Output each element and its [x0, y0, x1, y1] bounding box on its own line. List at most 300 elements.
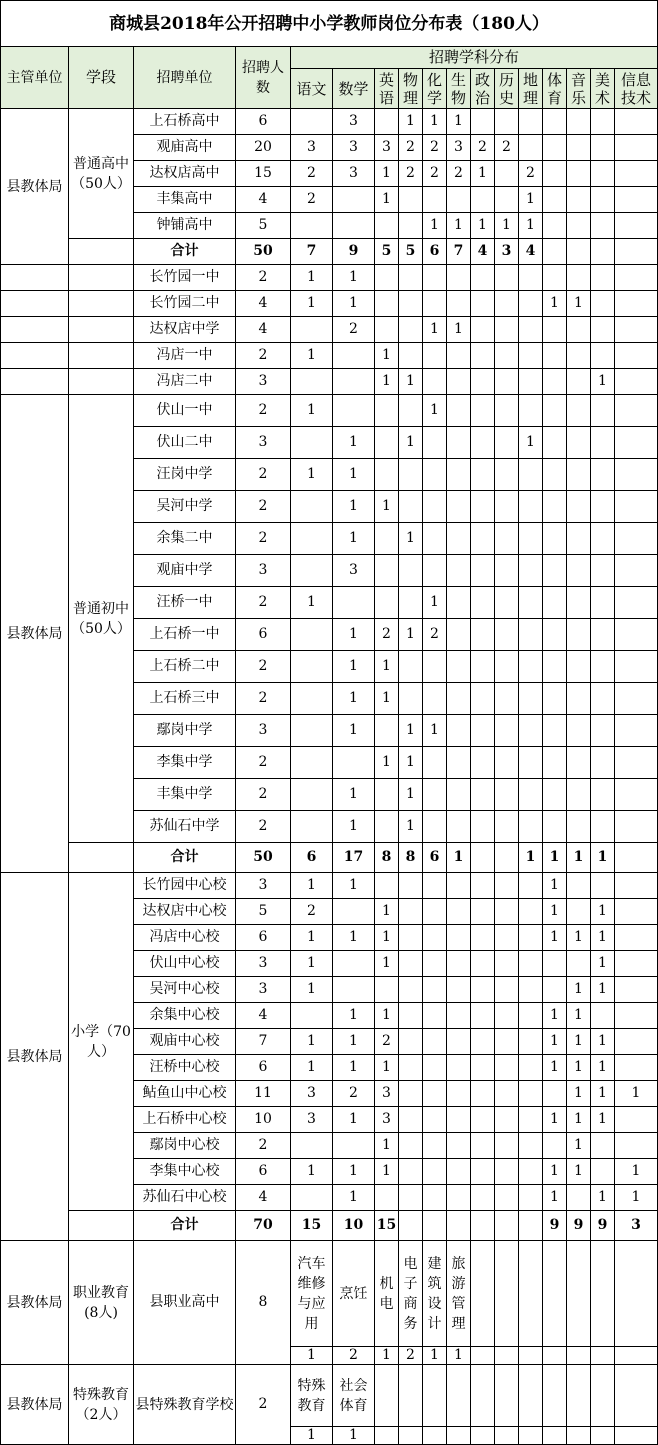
- subject-value: [399, 213, 423, 239]
- count-cell: 7: [236, 1029, 291, 1055]
- subject-value: [567, 427, 591, 459]
- subject-value: [495, 1055, 519, 1081]
- subject-value: [591, 317, 615, 343]
- subject-value: [615, 317, 658, 343]
- subject-value: 1: [399, 369, 423, 395]
- header-subject: 化学: [423, 69, 447, 109]
- subject-value: [471, 395, 495, 427]
- subject-value: [519, 811, 543, 843]
- subject-value: [447, 811, 471, 843]
- empty-cell: [591, 1365, 615, 1427]
- subject-value: 1: [291, 977, 333, 1003]
- subject-value: 1: [291, 343, 333, 369]
- total-value: 7: [291, 239, 333, 265]
- subject-value: 1: [423, 213, 447, 239]
- subject-value: 3: [447, 135, 471, 161]
- subject-value: 1: [333, 265, 375, 291]
- subject-value: 1: [333, 523, 375, 555]
- table-row: [1, 265, 658, 291]
- subject-value: [423, 1159, 447, 1185]
- unit-cell: 伏山中心校: [134, 951, 236, 977]
- subject-value: [567, 459, 591, 491]
- subject-value: [423, 555, 447, 587]
- subject-value: 1: [291, 951, 333, 977]
- stage-cell: 小学（70人）: [69, 873, 134, 1211]
- subject-value: 1: [423, 317, 447, 343]
- unit-cell: 汪桥中心校: [134, 1055, 236, 1081]
- table-row: [1, 873, 658, 899]
- subject-value: 1: [591, 951, 615, 977]
- table-row: [1, 369, 658, 395]
- total-value: [519, 1211, 543, 1241]
- subject-value: [375, 715, 399, 747]
- empty-cell: [471, 1241, 495, 1347]
- subject-value: 1: [333, 1185, 375, 1211]
- subject-value: [591, 1159, 615, 1185]
- subject-value: 1: [543, 291, 567, 317]
- header-subject: 音乐: [567, 69, 591, 109]
- subject-value: [333, 1133, 375, 1159]
- subject-value: [375, 109, 399, 135]
- voc-subject: 建筑设计: [423, 1241, 447, 1347]
- subject-value: [543, 109, 567, 135]
- subject-value: [471, 459, 495, 491]
- unit-cell: 苏仙石中学: [134, 811, 236, 843]
- unit-cell: 鄢岗中学: [134, 715, 236, 747]
- total-stage-empty: [69, 843, 134, 873]
- subject-value: 1: [591, 1081, 615, 1107]
- subject-value: [471, 651, 495, 683]
- count-cell: 2: [236, 683, 291, 715]
- subject-value: [495, 317, 519, 343]
- subject-value: [447, 265, 471, 291]
- subject-value: [291, 369, 333, 395]
- count-cell: 20: [236, 135, 291, 161]
- header-subject-group: 招聘学科分布: [291, 47, 658, 69]
- subject-value: [543, 811, 567, 843]
- empty-cell: [447, 1365, 471, 1427]
- subject-value: [447, 747, 471, 779]
- unit-cell: 达权店中心校: [134, 899, 236, 925]
- voc-value: 2: [333, 1347, 375, 1365]
- subject-value: 1: [399, 109, 423, 135]
- subject-value: [519, 109, 543, 135]
- subject-value: [495, 715, 519, 747]
- subject-value: [615, 873, 658, 899]
- subject-value: [375, 555, 399, 587]
- subject-value: [543, 369, 567, 395]
- unit-cell: 余集中心校: [134, 1003, 236, 1029]
- subject-value: [399, 873, 423, 899]
- voc-value: 2: [399, 1347, 423, 1365]
- subject-value: [375, 427, 399, 459]
- count-cell: 6: [236, 1159, 291, 1185]
- subject-value: [567, 317, 591, 343]
- count-cell: 10: [236, 1107, 291, 1133]
- subject-value: [591, 395, 615, 427]
- header-subject: 体育: [543, 69, 567, 109]
- subject-value: [375, 213, 399, 239]
- subject-value: [591, 873, 615, 899]
- subject-value: 1: [447, 213, 471, 239]
- subject-value: 1: [543, 1107, 567, 1133]
- subject-value: [471, 555, 495, 587]
- subject-value: [447, 1029, 471, 1055]
- sp-count: 2: [236, 1365, 291, 1445]
- subject-value: [519, 899, 543, 925]
- stage-cell-empty: [69, 265, 134, 291]
- subject-value: 1: [375, 1055, 399, 1081]
- subject-value: [567, 683, 591, 715]
- subject-value: [291, 779, 333, 811]
- subject-value: 1: [615, 1185, 658, 1211]
- dept-cell: 县教体局: [1, 873, 69, 1241]
- count-cell: 2: [236, 1133, 291, 1159]
- total-value: 8: [399, 843, 423, 873]
- subject-value: 1: [333, 811, 375, 843]
- table-row: [1, 1241, 658, 1347]
- subject-value: [615, 427, 658, 459]
- subject-value: [519, 369, 543, 395]
- subject-value: [399, 1003, 423, 1029]
- subject-value: [567, 161, 591, 187]
- subject-value: [471, 369, 495, 395]
- subject-value: [333, 951, 375, 977]
- subject-value: [519, 491, 543, 523]
- subject-value: 3: [291, 1081, 333, 1107]
- subject-value: [375, 291, 399, 317]
- empty-cell: [567, 1427, 591, 1445]
- stage-cell: 普通初中（50人）: [69, 395, 134, 843]
- subject-value: 2: [333, 317, 375, 343]
- subject-value: [543, 1133, 567, 1159]
- subject-value: [615, 619, 658, 651]
- subject-value: [567, 369, 591, 395]
- subject-value: 1: [375, 1133, 399, 1159]
- subject-value: [447, 369, 471, 395]
- subject-value: 1: [375, 683, 399, 715]
- subject-value: 2: [423, 161, 447, 187]
- subject-value: 1: [591, 925, 615, 951]
- subject-value: 1: [375, 1159, 399, 1185]
- subject-value: [543, 555, 567, 587]
- subject-value: 1: [291, 1029, 333, 1055]
- subject-value: 1: [423, 109, 447, 135]
- subject-value: [567, 343, 591, 369]
- subject-value: 1: [291, 587, 333, 619]
- table-row: [1, 47, 658, 69]
- subject-value: [615, 899, 658, 925]
- subject-value: [615, 925, 658, 951]
- subject-value: [543, 683, 567, 715]
- subject-value: [591, 109, 615, 135]
- subject-value: [399, 1185, 423, 1211]
- subject-value: [495, 651, 519, 683]
- subject-value: [399, 291, 423, 317]
- empty-cell: [591, 1427, 615, 1445]
- subject-value: [447, 395, 471, 427]
- unit-cell: 吴河中学: [134, 491, 236, 523]
- subject-value: [447, 977, 471, 1003]
- empty-cell: [567, 1365, 591, 1427]
- subject-value: [291, 317, 333, 343]
- unit-cell: 观庙高中: [134, 135, 236, 161]
- subject-value: [519, 343, 543, 369]
- subject-value: [495, 619, 519, 651]
- voc-subject: 机电: [375, 1241, 399, 1347]
- subject-value: [447, 951, 471, 977]
- unit-cell: 钟铺高中: [134, 213, 236, 239]
- total-value: 8: [375, 843, 399, 873]
- subject-value: 3: [291, 135, 333, 161]
- subject-value: [591, 491, 615, 523]
- total-value: 15: [375, 1211, 399, 1241]
- subject-value: [591, 187, 615, 213]
- subject-value: 1: [333, 873, 375, 899]
- total-value: [567, 239, 591, 265]
- subject-value: [471, 925, 495, 951]
- total-value: 1: [543, 843, 567, 873]
- unit-cell: 长竹园二中: [134, 291, 236, 317]
- subject-value: [543, 213, 567, 239]
- subject-value: [591, 651, 615, 683]
- subject-value: 1: [567, 1003, 591, 1029]
- subject-value: [591, 135, 615, 161]
- total-value: [399, 1211, 423, 1241]
- empty-cell: [447, 1427, 471, 1445]
- subject-value: 1: [291, 265, 333, 291]
- subject-value: [567, 619, 591, 651]
- subject-value: 2: [471, 135, 495, 161]
- subject-value: [291, 427, 333, 459]
- subject-value: [447, 619, 471, 651]
- subject-value: [615, 951, 658, 977]
- empty-cell: [495, 1365, 519, 1427]
- subject-value: [495, 491, 519, 523]
- subject-value: [519, 1055, 543, 1081]
- unit-cell: 冯店一中: [134, 343, 236, 369]
- subject-value: [591, 459, 615, 491]
- subject-value: 3: [333, 135, 375, 161]
- subject-value: [543, 427, 567, 459]
- subject-value: [495, 873, 519, 899]
- subject-value: [423, 369, 447, 395]
- empty-cell: [495, 1347, 519, 1365]
- subject-value: [399, 1133, 423, 1159]
- subject-value: 2: [291, 899, 333, 925]
- subject-value: [519, 873, 543, 899]
- subject-value: 1: [543, 925, 567, 951]
- subject-value: [519, 1029, 543, 1055]
- subject-value: 2: [423, 135, 447, 161]
- subject-value: 1: [291, 291, 333, 317]
- subject-value: 1: [567, 977, 591, 1003]
- empty-cell: [495, 1241, 519, 1347]
- subject-value: 1: [519, 213, 543, 239]
- empty-cell: [567, 1241, 591, 1347]
- subject-value: [399, 1055, 423, 1081]
- subject-value: [423, 1081, 447, 1107]
- subject-value: [423, 343, 447, 369]
- subject-value: [333, 369, 375, 395]
- subject-value: [591, 555, 615, 587]
- subject-value: [567, 651, 591, 683]
- subject-value: [447, 651, 471, 683]
- subject-value: [543, 977, 567, 1003]
- total-value: 1: [591, 843, 615, 873]
- subject-value: [423, 747, 447, 779]
- dept-cell: 县教体局: [1, 109, 69, 265]
- subject-value: [447, 427, 471, 459]
- subject-value: [495, 1029, 519, 1055]
- subject-value: [399, 555, 423, 587]
- subject-value: [375, 317, 399, 343]
- subject-value: [423, 265, 447, 291]
- dept-cell-empty: [1, 291, 69, 317]
- subject-value: [423, 873, 447, 899]
- subject-value: [291, 555, 333, 587]
- subject-value: [471, 343, 495, 369]
- count-cell: 4: [236, 187, 291, 213]
- subject-value: [471, 715, 495, 747]
- subject-value: 1: [291, 1055, 333, 1081]
- subject-value: 2: [447, 161, 471, 187]
- subject-value: [495, 187, 519, 213]
- subject-value: [519, 651, 543, 683]
- count-cell: 4: [236, 1003, 291, 1029]
- subject-value: [399, 265, 423, 291]
- subject-value: 1: [471, 161, 495, 187]
- subject-value: [447, 715, 471, 747]
- subject-value: [495, 683, 519, 715]
- voc-value: 1: [423, 1347, 447, 1365]
- table-row: [1, 239, 658, 265]
- empty-cell: [375, 1427, 399, 1445]
- subject-value: 2: [333, 1081, 375, 1107]
- sp-value: 1: [291, 1427, 333, 1445]
- total-value: [615, 843, 658, 873]
- subject-value: [543, 951, 567, 977]
- count-cell: 2: [236, 459, 291, 491]
- subject-value: 1: [543, 1055, 567, 1081]
- subject-value: [471, 779, 495, 811]
- subject-value: [423, 427, 447, 459]
- subject-value: [471, 1055, 495, 1081]
- empty-cell: [423, 1365, 447, 1427]
- subject-value: [471, 317, 495, 343]
- subject-value: 1: [375, 1003, 399, 1029]
- table-row: [1, 843, 658, 873]
- subject-value: 1: [399, 811, 423, 843]
- count-cell: 4: [236, 1185, 291, 1211]
- subject-value: [615, 1003, 658, 1029]
- subject-value: 1: [333, 491, 375, 523]
- subject-value: 2: [399, 161, 423, 187]
- empty-cell: [615, 1365, 658, 1427]
- subject-value: [615, 779, 658, 811]
- subject-value: [495, 977, 519, 1003]
- subject-value: [399, 459, 423, 491]
- stage-cell: 普通高中（50人）: [69, 109, 134, 239]
- subject-value: [519, 951, 543, 977]
- stage-cell-empty: [69, 369, 134, 395]
- subject-value: [471, 427, 495, 459]
- unit-cell: 汪桥一中: [134, 587, 236, 619]
- subject-value: [447, 491, 471, 523]
- subject-value: [615, 369, 658, 395]
- subject-value: [615, 343, 658, 369]
- subject-value: [333, 747, 375, 779]
- subject-value: 1: [375, 747, 399, 779]
- subject-value: [495, 899, 519, 925]
- subject-value: [399, 317, 423, 343]
- subject-value: [471, 1159, 495, 1185]
- subject-value: [567, 491, 591, 523]
- subject-value: [399, 343, 423, 369]
- subject-value: 1: [447, 109, 471, 135]
- subject-value: 1: [291, 395, 333, 427]
- count-cell: 2: [236, 491, 291, 523]
- subject-value: [471, 747, 495, 779]
- voc-stage: 职业教育(8人): [69, 1241, 134, 1365]
- subject-value: [615, 395, 658, 427]
- empty-cell: [399, 1427, 423, 1445]
- unit-cell: 冯店中心校: [134, 925, 236, 951]
- subject-value: [399, 899, 423, 925]
- subject-value: 2: [495, 135, 519, 161]
- total-label: 合计: [134, 1211, 236, 1241]
- subject-value: [567, 109, 591, 135]
- subject-value: [471, 1185, 495, 1211]
- subject-value: 1: [591, 899, 615, 925]
- total-value: [471, 1211, 495, 1241]
- subject-value: 1: [399, 619, 423, 651]
- subject-value: [291, 1185, 333, 1211]
- stage-cell-empty: [69, 291, 134, 317]
- voc-value: 1: [291, 1347, 333, 1365]
- subject-value: [543, 619, 567, 651]
- subject-value: [375, 523, 399, 555]
- subject-value: [519, 683, 543, 715]
- unit-cell: 长竹园一中: [134, 265, 236, 291]
- subject-value: 1: [591, 1029, 615, 1055]
- subject-value: [567, 779, 591, 811]
- subject-value: [543, 747, 567, 779]
- total-value: 4: [519, 239, 543, 265]
- subject-value: 1: [591, 977, 615, 1003]
- count-cell: 2: [236, 779, 291, 811]
- subject-value: [615, 811, 658, 843]
- dept-cell-empty: [1, 317, 69, 343]
- subject-value: [519, 555, 543, 587]
- subject-value: 1: [333, 715, 375, 747]
- unit-cell: 苏仙石中心校: [134, 1185, 236, 1211]
- subject-value: [519, 1133, 543, 1159]
- subject-value: [615, 977, 658, 1003]
- unit-cell: 鄢岗中心校: [134, 1133, 236, 1159]
- subject-value: 1: [495, 213, 519, 239]
- subject-value: 1: [375, 651, 399, 683]
- subject-value: [591, 343, 615, 369]
- subject-value: [291, 1003, 333, 1029]
- subject-value: 1: [423, 395, 447, 427]
- subject-value: [423, 291, 447, 317]
- subject-value: [333, 213, 375, 239]
- unit-cell: 丰集中学: [134, 779, 236, 811]
- subject-value: [375, 1185, 399, 1211]
- subject-value: 1: [615, 1159, 658, 1185]
- subject-value: [447, 779, 471, 811]
